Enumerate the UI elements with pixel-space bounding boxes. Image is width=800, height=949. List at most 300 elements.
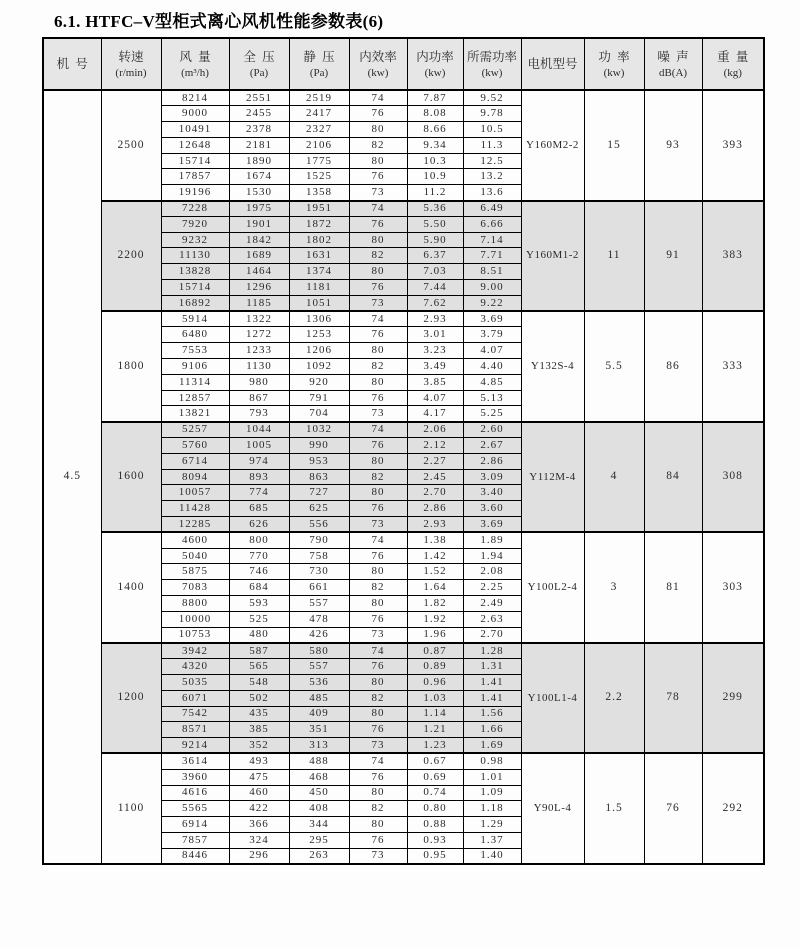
static-pressure-cell: 488 bbox=[289, 753, 349, 769]
internal-power-cell: 7.87 bbox=[407, 90, 463, 106]
table-row bbox=[43, 90, 764, 106]
required-power-cell: 5.25 bbox=[463, 406, 521, 422]
static-pressure-cell: 450 bbox=[289, 785, 349, 801]
air-volume-cell: 7857 bbox=[161, 832, 229, 848]
static-pressure-cell: 791 bbox=[289, 390, 349, 406]
air-volume-cell: 3614 bbox=[161, 753, 229, 769]
required-power-cell: 8.51 bbox=[463, 264, 521, 280]
required-power-cell: 1.09 bbox=[463, 785, 521, 801]
total-pressure-cell: 1530 bbox=[229, 185, 289, 201]
air-volume-cell: 8800 bbox=[161, 596, 229, 612]
air-volume-cell: 6071 bbox=[161, 690, 229, 706]
total-pressure-cell: 435 bbox=[229, 706, 289, 722]
internal-power-cell: 2.06 bbox=[407, 422, 463, 438]
internal-power-cell: 2.12 bbox=[407, 438, 463, 454]
internal-power-cell: 5.90 bbox=[407, 232, 463, 248]
static-pressure-cell: 536 bbox=[289, 674, 349, 690]
air-volume-cell: 12648 bbox=[161, 137, 229, 153]
motor-power-cell: 3 bbox=[584, 532, 644, 643]
efficiency-cell: 80 bbox=[349, 785, 407, 801]
speed-cell: 2500 bbox=[101, 90, 161, 201]
noise-cell: 86 bbox=[644, 311, 702, 422]
internal-power-cell: 11.2 bbox=[407, 185, 463, 201]
total-pressure-cell: 480 bbox=[229, 627, 289, 643]
required-power-cell: 4.85 bbox=[463, 374, 521, 390]
static-pressure-cell: 727 bbox=[289, 485, 349, 501]
static-pressure-cell: 661 bbox=[289, 580, 349, 596]
static-pressure-cell: 409 bbox=[289, 706, 349, 722]
table-row bbox=[43, 753, 764, 769]
air-volume-cell: 15714 bbox=[161, 280, 229, 296]
air-volume-cell: 8214 bbox=[161, 90, 229, 106]
required-power-cell: 6.49 bbox=[463, 201, 521, 217]
static-pressure-cell: 1206 bbox=[289, 343, 349, 359]
static-pressure-cell: 1306 bbox=[289, 311, 349, 327]
air-volume-cell: 12285 bbox=[161, 517, 229, 533]
air-volume-cell: 10753 bbox=[161, 627, 229, 643]
static-pressure-cell: 263 bbox=[289, 848, 349, 864]
air-volume-cell: 7228 bbox=[161, 201, 229, 217]
motor-model-cell: Y160M1-2 bbox=[521, 201, 584, 312]
total-pressure-cell: 800 bbox=[229, 532, 289, 548]
static-pressure-cell: 1951 bbox=[289, 201, 349, 217]
static-pressure-cell: 580 bbox=[289, 643, 349, 659]
total-pressure-cell: 1130 bbox=[229, 359, 289, 375]
static-pressure-cell: 468 bbox=[289, 769, 349, 785]
efficiency-cell: 74 bbox=[349, 90, 407, 106]
efficiency-cell: 76 bbox=[349, 438, 407, 454]
efficiency-cell: 76 bbox=[349, 659, 407, 675]
required-power-cell: 13.6 bbox=[463, 185, 521, 201]
air-volume-cell: 5035 bbox=[161, 674, 229, 690]
internal-power-cell: 1.38 bbox=[407, 532, 463, 548]
internal-power-cell: 1.52 bbox=[407, 564, 463, 580]
air-volume-cell: 5040 bbox=[161, 548, 229, 564]
required-power-cell: 2.60 bbox=[463, 422, 521, 438]
required-power-cell: 9.00 bbox=[463, 280, 521, 296]
table-row bbox=[43, 311, 764, 327]
column-header-power: 功 率 (kw) bbox=[584, 38, 644, 90]
total-pressure-cell: 1975 bbox=[229, 201, 289, 217]
air-volume-cell: 10057 bbox=[161, 485, 229, 501]
efficiency-cell: 73 bbox=[349, 406, 407, 422]
total-pressure-cell: 774 bbox=[229, 485, 289, 501]
internal-power-cell: 3.01 bbox=[407, 327, 463, 343]
column-header-speed: 转速 (r/min) bbox=[101, 38, 161, 90]
motor-power-cell: 11 bbox=[584, 201, 644, 312]
total-pressure-cell: 475 bbox=[229, 769, 289, 785]
required-power-cell: 9.52 bbox=[463, 90, 521, 106]
required-power-cell: 13.2 bbox=[463, 169, 521, 185]
internal-power-cell: 7.44 bbox=[407, 280, 463, 296]
required-power-cell: 1.31 bbox=[463, 659, 521, 675]
motor-model-cell: Y100L2-4 bbox=[521, 532, 584, 643]
weight-cell: 393 bbox=[702, 90, 764, 201]
static-pressure-cell: 2327 bbox=[289, 122, 349, 138]
table-row bbox=[43, 422, 764, 438]
air-volume-cell: 11428 bbox=[161, 501, 229, 517]
efficiency-cell: 76 bbox=[349, 106, 407, 122]
required-power-cell: 1.41 bbox=[463, 690, 521, 706]
air-volume-cell: 12857 bbox=[161, 390, 229, 406]
static-pressure-cell: 730 bbox=[289, 564, 349, 580]
air-volume-cell: 5257 bbox=[161, 422, 229, 438]
column-header-efficiency: 内效率 (kw) bbox=[349, 38, 407, 90]
efficiency-cell: 76 bbox=[349, 280, 407, 296]
efficiency-cell: 74 bbox=[349, 643, 407, 659]
internal-power-cell: 2.93 bbox=[407, 311, 463, 327]
static-pressure-cell: 704 bbox=[289, 406, 349, 422]
internal-power-cell: 8.66 bbox=[407, 122, 463, 138]
total-pressure-cell: 974 bbox=[229, 453, 289, 469]
efficiency-cell: 80 bbox=[349, 153, 407, 169]
required-power-cell: 3.69 bbox=[463, 311, 521, 327]
efficiency-cell: 73 bbox=[349, 517, 407, 533]
required-power-cell: 5.13 bbox=[463, 390, 521, 406]
efficiency-cell: 80 bbox=[349, 706, 407, 722]
required-power-cell: 10.5 bbox=[463, 122, 521, 138]
static-pressure-cell: 426 bbox=[289, 627, 349, 643]
required-power-cell: 2.49 bbox=[463, 596, 521, 612]
efficiency-cell: 80 bbox=[349, 232, 407, 248]
efficiency-cell: 73 bbox=[349, 185, 407, 201]
motor-power-cell: 1.5 bbox=[584, 753, 644, 864]
internal-power-cell: 3.85 bbox=[407, 374, 463, 390]
efficiency-cell: 76 bbox=[349, 327, 407, 343]
required-power-cell: 2.08 bbox=[463, 564, 521, 580]
internal-power-cell: 2.86 bbox=[407, 501, 463, 517]
total-pressure-cell: 770 bbox=[229, 548, 289, 564]
motor-model-cell: Y112M-4 bbox=[521, 422, 584, 533]
efficiency-cell: 74 bbox=[349, 201, 407, 217]
weight-cell: 299 bbox=[702, 643, 764, 754]
total-pressure-cell: 460 bbox=[229, 785, 289, 801]
internal-power-cell: 0.69 bbox=[407, 769, 463, 785]
total-pressure-cell: 422 bbox=[229, 801, 289, 817]
required-power-cell: 11.3 bbox=[463, 137, 521, 153]
total-pressure-cell: 2181 bbox=[229, 137, 289, 153]
efficiency-cell: 80 bbox=[349, 674, 407, 690]
total-pressure-cell: 1842 bbox=[229, 232, 289, 248]
efficiency-cell: 76 bbox=[349, 722, 407, 738]
efficiency-cell: 82 bbox=[349, 690, 407, 706]
internal-power-cell: 0.93 bbox=[407, 832, 463, 848]
column-header-noise: 噪 声 dB(A) bbox=[644, 38, 702, 90]
efficiency-cell: 80 bbox=[349, 122, 407, 138]
air-volume-cell: 7920 bbox=[161, 216, 229, 232]
required-power-cell: 2.86 bbox=[463, 453, 521, 469]
total-pressure-cell: 548 bbox=[229, 674, 289, 690]
required-power-cell: 6.66 bbox=[463, 216, 521, 232]
static-pressure-cell: 2417 bbox=[289, 106, 349, 122]
air-volume-cell: 10000 bbox=[161, 611, 229, 627]
total-pressure-cell: 324 bbox=[229, 832, 289, 848]
efficiency-cell: 76 bbox=[349, 390, 407, 406]
total-pressure-cell: 1322 bbox=[229, 311, 289, 327]
static-pressure-cell: 790 bbox=[289, 532, 349, 548]
total-pressure-cell: 493 bbox=[229, 753, 289, 769]
air-volume-cell: 4616 bbox=[161, 785, 229, 801]
static-pressure-cell: 863 bbox=[289, 469, 349, 485]
internal-power-cell: 8.08 bbox=[407, 106, 463, 122]
efficiency-cell: 82 bbox=[349, 359, 407, 375]
total-pressure-cell: 1233 bbox=[229, 343, 289, 359]
efficiency-cell: 76 bbox=[349, 169, 407, 185]
total-pressure-cell: 1689 bbox=[229, 248, 289, 264]
internal-power-cell: 7.03 bbox=[407, 264, 463, 280]
total-pressure-cell: 867 bbox=[229, 390, 289, 406]
static-pressure-cell: 351 bbox=[289, 722, 349, 738]
required-power-cell: 1.28 bbox=[463, 643, 521, 659]
efficiency-cell: 74 bbox=[349, 753, 407, 769]
static-pressure-cell: 990 bbox=[289, 438, 349, 454]
required-power-cell: 4.40 bbox=[463, 359, 521, 375]
internal-power-cell: 5.50 bbox=[407, 216, 463, 232]
internal-power-cell: 7.62 bbox=[407, 295, 463, 311]
total-pressure-cell: 793 bbox=[229, 406, 289, 422]
internal-power-cell: 0.95 bbox=[407, 848, 463, 864]
noise-cell: 91 bbox=[644, 201, 702, 312]
static-pressure-cell: 758 bbox=[289, 548, 349, 564]
internal-power-cell: 1.21 bbox=[407, 722, 463, 738]
total-pressure-cell: 685 bbox=[229, 501, 289, 517]
noise-cell: 76 bbox=[644, 753, 702, 864]
air-volume-cell: 4320 bbox=[161, 659, 229, 675]
required-power-cell: 1.66 bbox=[463, 722, 521, 738]
air-volume-cell: 8094 bbox=[161, 469, 229, 485]
air-volume-cell: 3942 bbox=[161, 643, 229, 659]
efficiency-cell: 73 bbox=[349, 848, 407, 864]
machine-no-cell: 4.5 bbox=[43, 90, 101, 864]
internal-power-cell: 0.87 bbox=[407, 643, 463, 659]
required-power-cell: 1.69 bbox=[463, 738, 521, 754]
internal-power-cell: 0.67 bbox=[407, 753, 463, 769]
air-volume-cell: 6714 bbox=[161, 453, 229, 469]
efficiency-cell: 82 bbox=[349, 801, 407, 817]
fan-performance-table bbox=[42, 37, 765, 865]
air-volume-cell: 6914 bbox=[161, 817, 229, 833]
air-volume-cell: 8446 bbox=[161, 848, 229, 864]
column-header-weight: 重 量 (kg) bbox=[702, 38, 764, 90]
static-pressure-cell: 557 bbox=[289, 596, 349, 612]
internal-power-cell: 9.34 bbox=[407, 137, 463, 153]
air-volume-cell: 15714 bbox=[161, 153, 229, 169]
required-power-cell: 1.56 bbox=[463, 706, 521, 722]
required-power-cell: 1.40 bbox=[463, 848, 521, 864]
air-volume-cell: 11130 bbox=[161, 248, 229, 264]
required-power-cell: 1.01 bbox=[463, 769, 521, 785]
air-volume-cell: 7553 bbox=[161, 343, 229, 359]
static-pressure-cell: 953 bbox=[289, 453, 349, 469]
total-pressure-cell: 366 bbox=[229, 817, 289, 833]
weight-cell: 333 bbox=[702, 311, 764, 422]
static-pressure-cell: 625 bbox=[289, 501, 349, 517]
required-power-cell: 1.94 bbox=[463, 548, 521, 564]
air-volume-cell: 8571 bbox=[161, 722, 229, 738]
static-pressure-cell: 1051 bbox=[289, 295, 349, 311]
efficiency-cell: 76 bbox=[349, 611, 407, 627]
required-power-cell: 3.09 bbox=[463, 469, 521, 485]
required-power-cell: 0.98 bbox=[463, 753, 521, 769]
internal-power-cell: 4.17 bbox=[407, 406, 463, 422]
internal-power-cell: 2.93 bbox=[407, 517, 463, 533]
internal-power-cell: 4.07 bbox=[407, 390, 463, 406]
air-volume-cell: 11314 bbox=[161, 374, 229, 390]
total-pressure-cell: 352 bbox=[229, 738, 289, 754]
internal-power-cell: 1.82 bbox=[407, 596, 463, 612]
total-pressure-cell: 593 bbox=[229, 596, 289, 612]
speed-cell: 1200 bbox=[101, 643, 161, 754]
efficiency-cell: 76 bbox=[349, 832, 407, 848]
air-volume-cell: 9106 bbox=[161, 359, 229, 375]
internal-power-cell: 2.27 bbox=[407, 453, 463, 469]
total-pressure-cell: 2551 bbox=[229, 90, 289, 106]
internal-power-cell: 2.45 bbox=[407, 469, 463, 485]
motor-power-cell: 5.5 bbox=[584, 311, 644, 422]
total-pressure-cell: 1044 bbox=[229, 422, 289, 438]
required-power-cell: 1.41 bbox=[463, 674, 521, 690]
column-header-motor-model: 电机型号 bbox=[521, 38, 584, 90]
total-pressure-cell: 565 bbox=[229, 659, 289, 675]
internal-power-cell: 1.96 bbox=[407, 627, 463, 643]
air-volume-cell: 9000 bbox=[161, 106, 229, 122]
air-volume-cell: 5875 bbox=[161, 564, 229, 580]
air-volume-cell: 17857 bbox=[161, 169, 229, 185]
column-header-static-pressure: 静 压 (Pa) bbox=[289, 38, 349, 90]
motor-power-cell: 15 bbox=[584, 90, 644, 201]
air-volume-cell: 3960 bbox=[161, 769, 229, 785]
efficiency-cell: 73 bbox=[349, 627, 407, 643]
required-power-cell: 7.71 bbox=[463, 248, 521, 264]
air-volume-cell: 5760 bbox=[161, 438, 229, 454]
internal-power-cell: 6.37 bbox=[407, 248, 463, 264]
total-pressure-cell: 296 bbox=[229, 848, 289, 864]
static-pressure-cell: 408 bbox=[289, 801, 349, 817]
total-pressure-cell: 684 bbox=[229, 580, 289, 596]
static-pressure-cell: 1775 bbox=[289, 153, 349, 169]
column-header-air-volume: 风 量 (m³/h) bbox=[161, 38, 229, 90]
total-pressure-cell: 1005 bbox=[229, 438, 289, 454]
static-pressure-cell: 1092 bbox=[289, 359, 349, 375]
weight-cell: 308 bbox=[702, 422, 764, 533]
air-volume-cell: 19196 bbox=[161, 185, 229, 201]
static-pressure-cell: 344 bbox=[289, 817, 349, 833]
internal-power-cell: 1.14 bbox=[407, 706, 463, 722]
efficiency-cell: 82 bbox=[349, 580, 407, 596]
required-power-cell: 1.89 bbox=[463, 532, 521, 548]
table-row bbox=[43, 201, 764, 217]
efficiency-cell: 80 bbox=[349, 596, 407, 612]
total-pressure-cell: 502 bbox=[229, 690, 289, 706]
table-row bbox=[43, 532, 764, 548]
efficiency-cell: 80 bbox=[349, 343, 407, 359]
speed-cell: 1800 bbox=[101, 311, 161, 422]
required-power-cell: 3.40 bbox=[463, 485, 521, 501]
motor-model-cell: Y100L1-4 bbox=[521, 643, 584, 754]
noise-cell: 84 bbox=[644, 422, 702, 533]
air-volume-cell: 7542 bbox=[161, 706, 229, 722]
internal-power-cell: 2.70 bbox=[407, 485, 463, 501]
static-pressure-cell: 1032 bbox=[289, 422, 349, 438]
required-power-cell: 1.37 bbox=[463, 832, 521, 848]
static-pressure-cell: 1374 bbox=[289, 264, 349, 280]
static-pressure-cell: 295 bbox=[289, 832, 349, 848]
efficiency-cell: 80 bbox=[349, 264, 407, 280]
internal-power-cell: 10.3 bbox=[407, 153, 463, 169]
column-header-machine-no: 机 号 bbox=[43, 38, 101, 90]
required-power-cell: 2.25 bbox=[463, 580, 521, 596]
internal-power-cell: 5.36 bbox=[407, 201, 463, 217]
total-pressure-cell: 587 bbox=[229, 643, 289, 659]
total-pressure-cell: 1901 bbox=[229, 216, 289, 232]
efficiency-cell: 74 bbox=[349, 422, 407, 438]
total-pressure-cell: 385 bbox=[229, 722, 289, 738]
efficiency-cell: 76 bbox=[349, 501, 407, 517]
column-header-required-power: 所需功率 (kw) bbox=[463, 38, 521, 90]
internal-power-cell: 0.96 bbox=[407, 674, 463, 690]
internal-power-cell: 0.88 bbox=[407, 817, 463, 833]
speed-cell: 1400 bbox=[101, 532, 161, 643]
internal-power-cell: 10.9 bbox=[407, 169, 463, 185]
required-power-cell: 1.18 bbox=[463, 801, 521, 817]
total-pressure-cell: 1464 bbox=[229, 264, 289, 280]
static-pressure-cell: 1872 bbox=[289, 216, 349, 232]
static-pressure-cell: 1181 bbox=[289, 280, 349, 296]
total-pressure-cell: 1674 bbox=[229, 169, 289, 185]
efficiency-cell: 74 bbox=[349, 532, 407, 548]
efficiency-cell: 82 bbox=[349, 137, 407, 153]
air-volume-cell: 7083 bbox=[161, 580, 229, 596]
noise-cell: 81 bbox=[644, 532, 702, 643]
table-body bbox=[43, 90, 764, 864]
header-row bbox=[43, 38, 764, 90]
static-pressure-cell: 2106 bbox=[289, 137, 349, 153]
air-volume-cell: 9232 bbox=[161, 232, 229, 248]
required-power-cell: 9.22 bbox=[463, 295, 521, 311]
internal-power-cell: 0.74 bbox=[407, 785, 463, 801]
total-pressure-cell: 1296 bbox=[229, 280, 289, 296]
motor-model-cell: Y160M2-2 bbox=[521, 90, 584, 201]
internal-power-cell: 0.89 bbox=[407, 659, 463, 675]
total-pressure-cell: 746 bbox=[229, 564, 289, 580]
static-pressure-cell: 920 bbox=[289, 374, 349, 390]
air-volume-cell: 9214 bbox=[161, 738, 229, 754]
page-title: 6.1. HTFC–V型柜式离心风机性能参数表(6) bbox=[54, 12, 384, 31]
efficiency-cell: 82 bbox=[349, 469, 407, 485]
total-pressure-cell: 2455 bbox=[229, 106, 289, 122]
column-header-internal-power: 内功率 (kw) bbox=[407, 38, 463, 90]
noise-cell: 78 bbox=[644, 643, 702, 754]
column-header-total-pressure: 全 压 (Pa) bbox=[229, 38, 289, 90]
efficiency-cell: 80 bbox=[349, 453, 407, 469]
static-pressure-cell: 313 bbox=[289, 738, 349, 754]
internal-power-cell: 1.03 bbox=[407, 690, 463, 706]
static-pressure-cell: 1253 bbox=[289, 327, 349, 343]
required-power-cell: 9.78 bbox=[463, 106, 521, 122]
total-pressure-cell: 525 bbox=[229, 611, 289, 627]
static-pressure-cell: 1802 bbox=[289, 232, 349, 248]
air-volume-cell: 6480 bbox=[161, 327, 229, 343]
efficiency-cell: 80 bbox=[349, 564, 407, 580]
static-pressure-cell: 1358 bbox=[289, 185, 349, 201]
static-pressure-cell: 2519 bbox=[289, 90, 349, 106]
air-volume-cell: 5565 bbox=[161, 801, 229, 817]
efficiency-cell: 76 bbox=[349, 548, 407, 564]
internal-power-cell: 1.64 bbox=[407, 580, 463, 596]
efficiency-cell: 76 bbox=[349, 216, 407, 232]
static-pressure-cell: 557 bbox=[289, 659, 349, 675]
motor-power-cell: 4 bbox=[584, 422, 644, 533]
